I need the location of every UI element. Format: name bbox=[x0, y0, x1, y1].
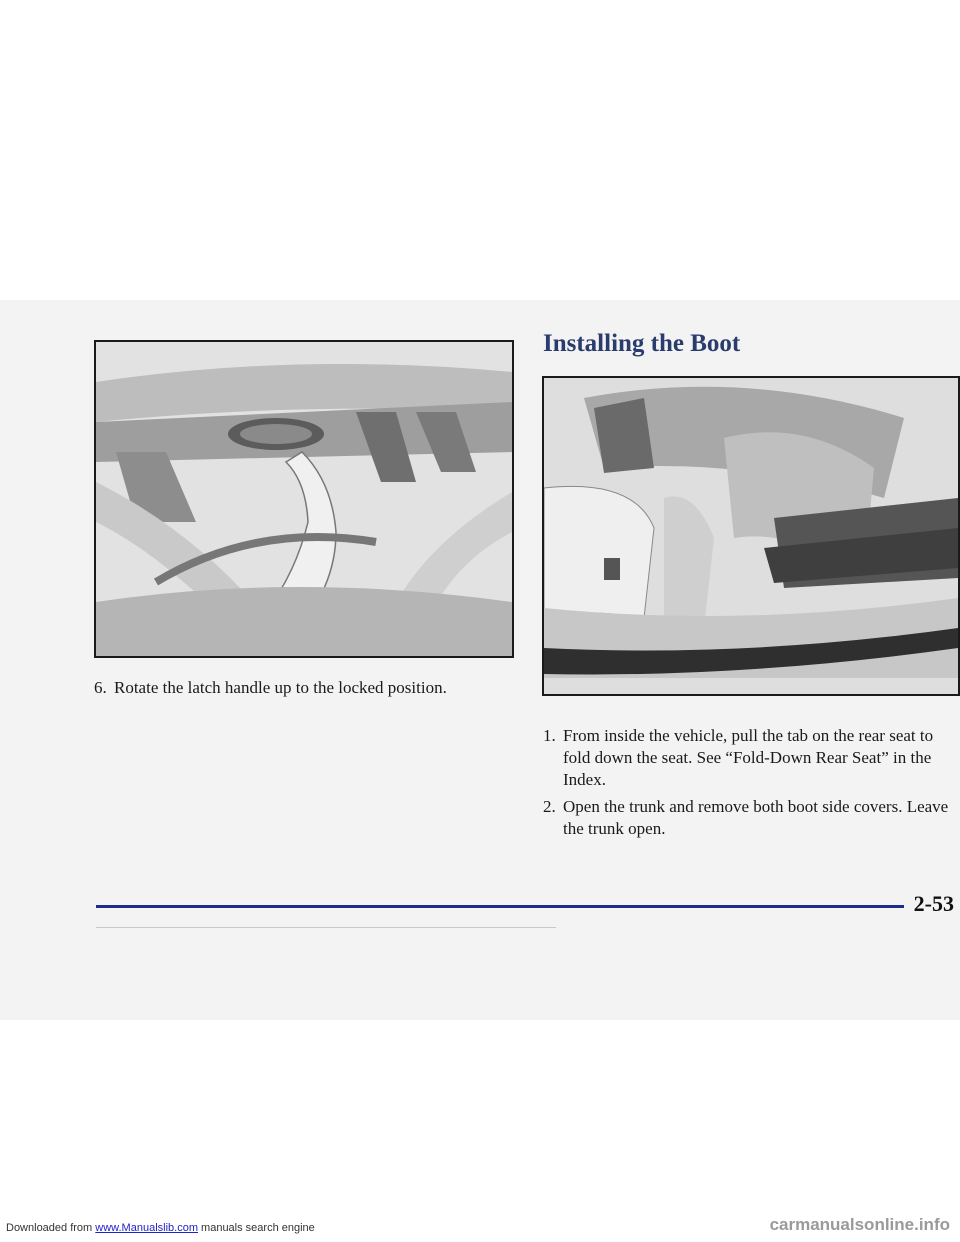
step-text: Open the trunk and remove both boot side covers. Leave the trunk open. bbox=[563, 797, 949, 838]
step-2 bbox=[543, 796, 960, 840]
step-text: From inside the vehicle, pull the tab on the rear seat to fold down the seat. See “Fold-Down Rear Seat” in the Index. bbox=[563, 726, 934, 789]
step-6 bbox=[94, 677, 524, 699]
convertible-boot-rear-seat-icon bbox=[544, 378, 958, 694]
download-footer bbox=[6, 1222, 315, 1234]
footer-suffix: manuals search engine bbox=[197, 1222, 315, 1234]
step-number: 1. bbox=[543, 726, 556, 745]
step-number: 6. bbox=[94, 678, 107, 697]
step-text: Rotate the latch handle up to the locked position. bbox=[114, 678, 447, 697]
boot-installation-illustration bbox=[542, 376, 960, 696]
page-rule-shadow bbox=[96, 927, 556, 928]
convertible-top-latch-icon bbox=[96, 342, 512, 656]
step-1 bbox=[543, 725, 960, 791]
step-number: 2. bbox=[543, 797, 556, 816]
watermark: carmanualsonline.info bbox=[769, 1215, 950, 1234]
latch-handle-illustration bbox=[94, 340, 514, 658]
page-rule bbox=[96, 905, 904, 908]
page-number: 2-53 bbox=[913, 891, 954, 916]
section-heading: Installing the Boot bbox=[543, 330, 741, 357]
manualslib-link[interactable]: www.Manualslib.com bbox=[95, 1222, 198, 1234]
footer-prefix: Downloaded from bbox=[6, 1222, 96, 1234]
